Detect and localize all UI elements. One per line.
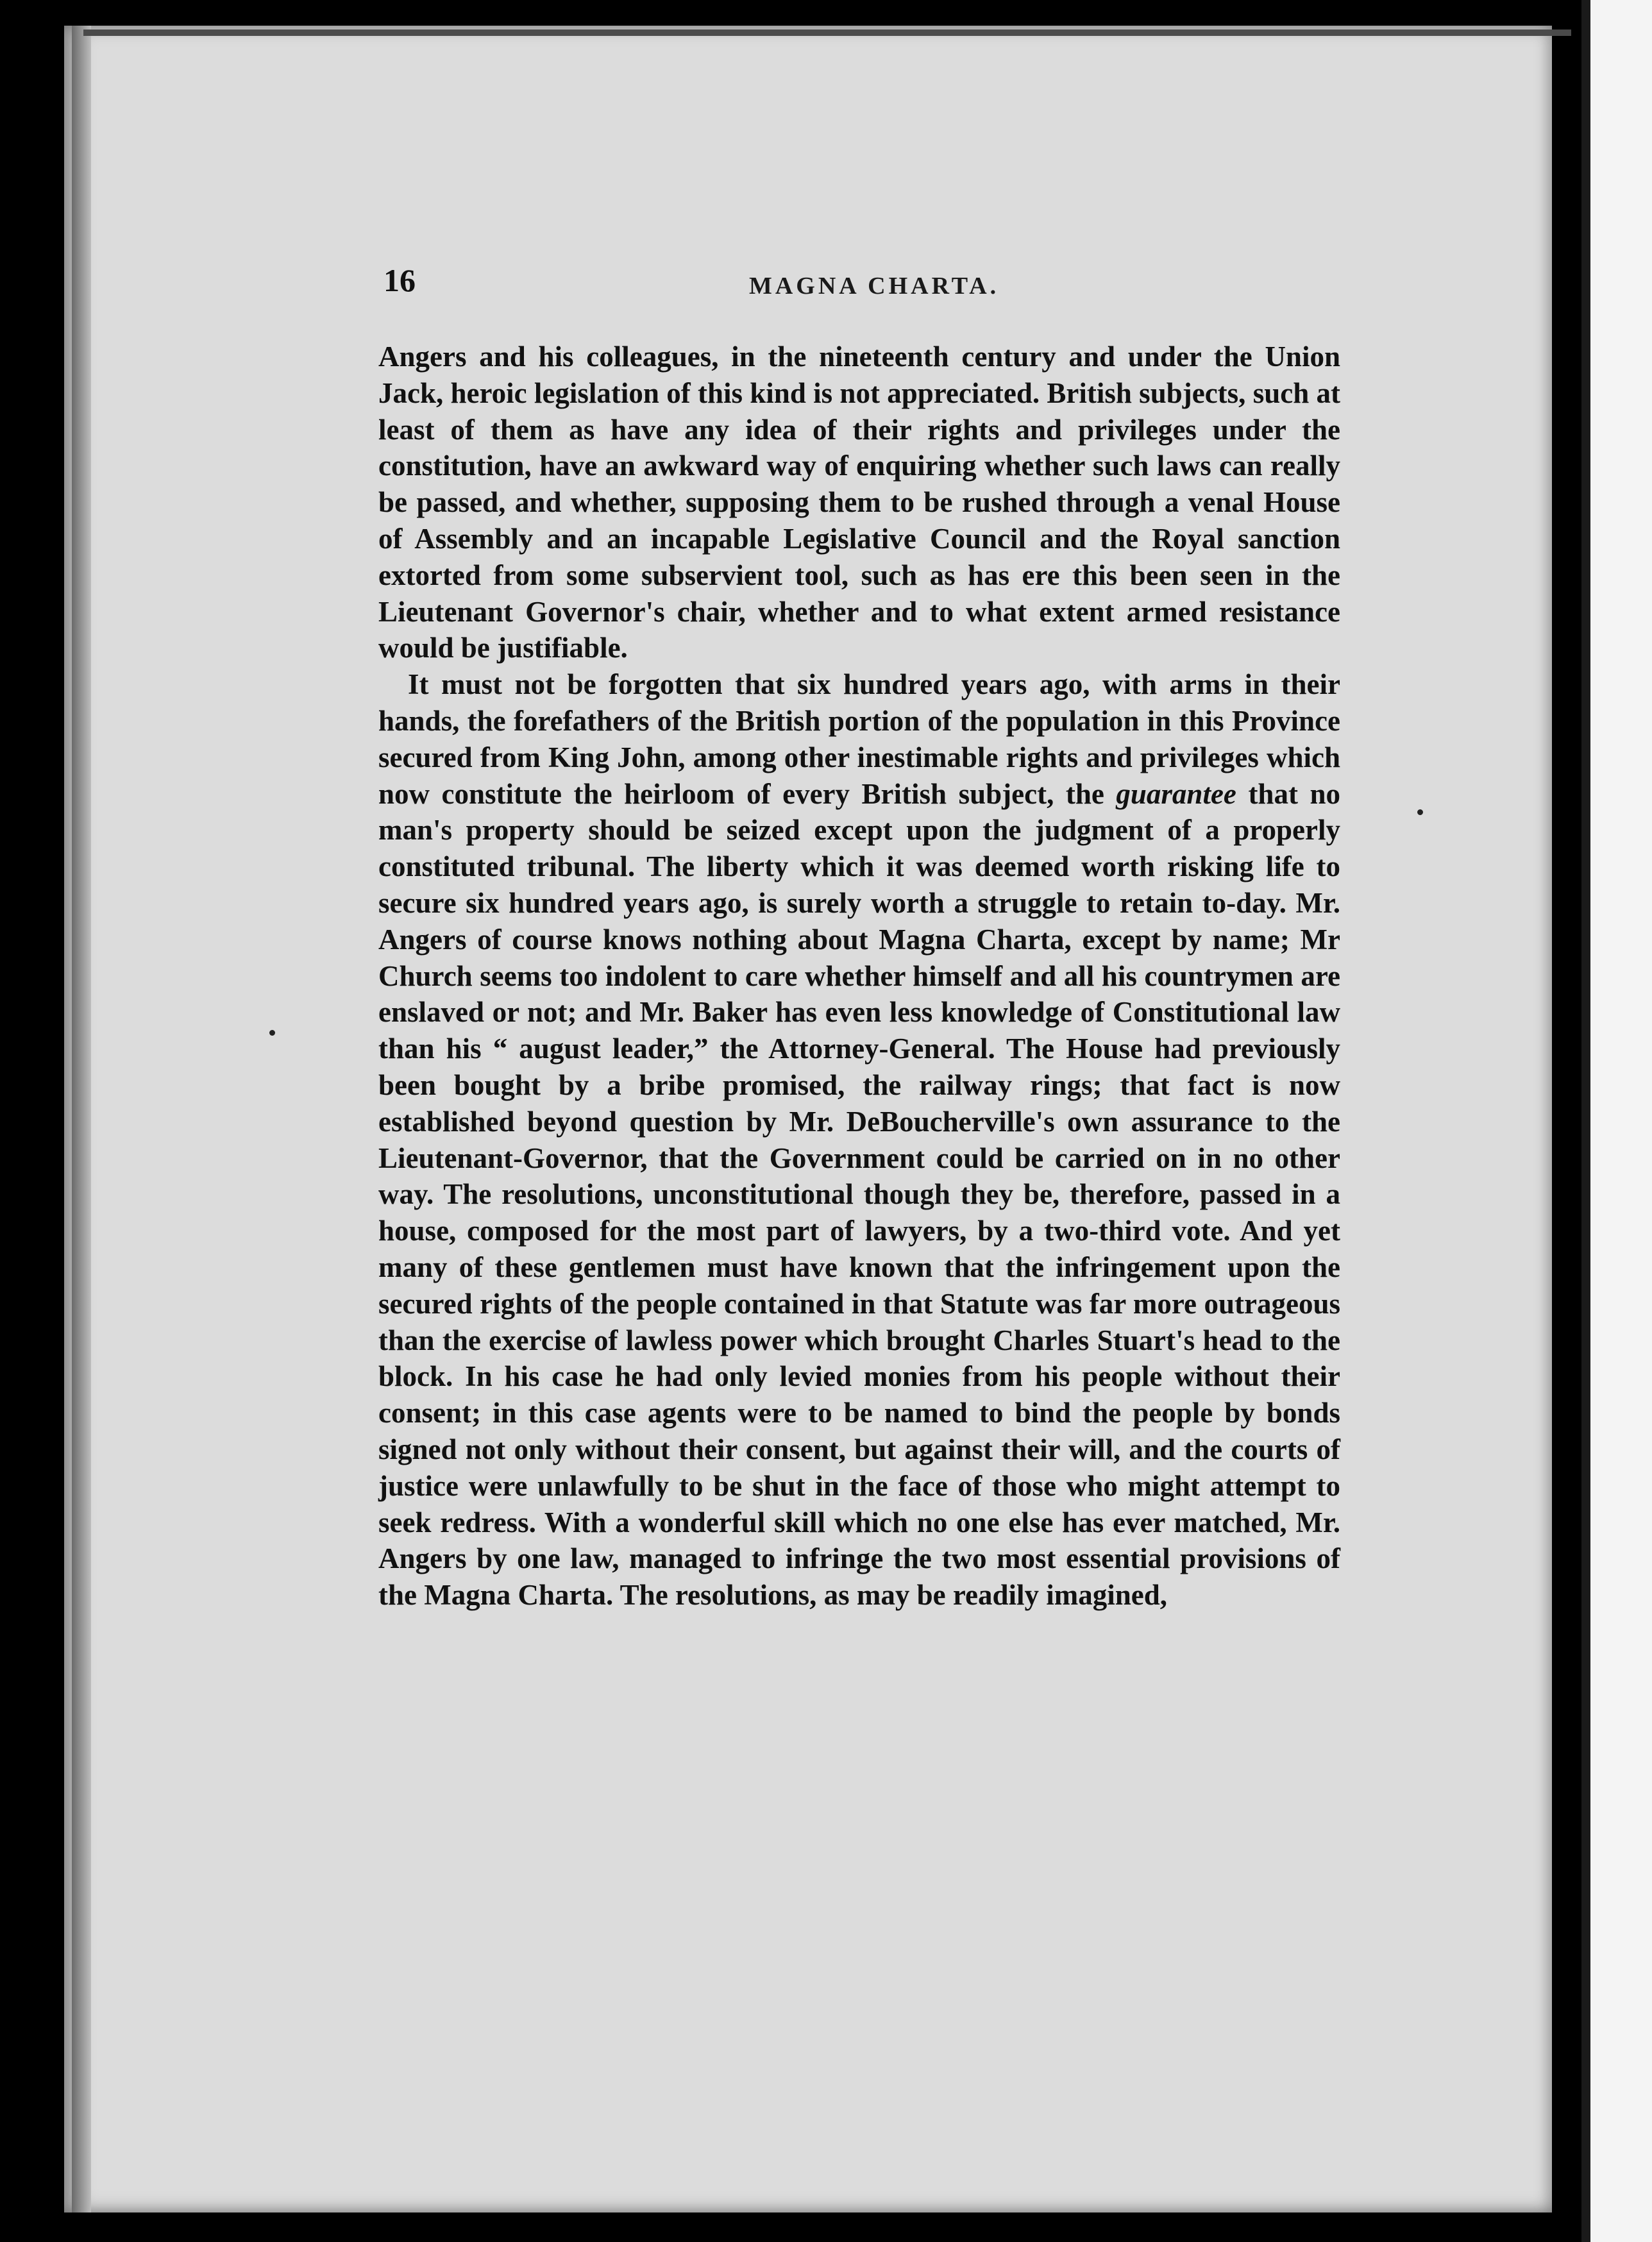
page-gutter-shadow (72, 26, 91, 2212)
page-header (384, 262, 1326, 307)
right-margin-strip (1581, 0, 1652, 2242)
paragraph-2: It must not be forgotten that six hundred years ago, with arms in their hands, the forefathers of the British portion of the population in this Province secured from King John, among other inestimable rights and privileges which now constitute the heirloom of every British subject, the guarantee that no man's property should be seized except upon the judgment of a properly constituted tribunal. The liberty which it was deemed worth risking life to secure six hundred years ago, is surely worth a struggle to retain to-day. Mr. Angers of course knows nothing about Magna Charta, except by name; Mr Church seems too indolent to care whether himself and all his countrymen are enslaved or not; and Mr. Baker has even less knowledge of Constitutional law than his “ august leader,” the Attorney-General. The House had previously been bought by a bribe promised, the railway rings; that fact is now established beyond question by Mr. DeBoucherville's own assurance to the Lieutenant-Governor, that the Government could be carried on in no other way. The resolutions, unconstitutional though they be, therefore, passed in a house, composed for the most part of lawyers, by a two-third vote. And yet many of these gentlemen must have known that the infringement upon the secured rights of the people contained in that Statute was far more outrageous than the exercise of lawless power which brought Charles Stuart's head to the block. In his case he had only levied monies from his people without their consent; in this case agents were to be named to bind the people by bonds signed not only without their consent, but against their will, and the courts of justice were unlawfully to be shut in the face of those who might attempt to seek redress. With a wonderful skill which no one else has ever matched, Mr. Angers by one law, managed to infringe the two most essential provisions of the Magna Charta. The resolutions, as may be readily imagined, (378, 668, 1340, 1612)
top-page-edge (83, 30, 1571, 36)
speck-mark (269, 1030, 275, 1036)
speck-mark (1417, 809, 1423, 815)
page-number: 16 (384, 262, 416, 298)
emphasis-guarantee: guarantee (1116, 777, 1236, 810)
body-text (378, 339, 1340, 1614)
paragraph-1: Angers and his colleagues, in the nineteenth century and under the Union Jack, heroic legislation of this kind is not appreciated. British subjects, such at least of them as have any idea of their rights and privileges under the constitution, have an awkward way of enquiring whether such laws can really be passed, and whether, supposing them to be rushed through a venal House of Assembly and an incapable Legislative Council and the Royal sanction extorted from some subservient tool, such as has ere this been seen in the Lieutenant Governor's chair, whether and to what extent armed resistance would be justifiable. (378, 341, 1340, 664)
running-title: MAGNA CHARTA. (749, 273, 1000, 299)
